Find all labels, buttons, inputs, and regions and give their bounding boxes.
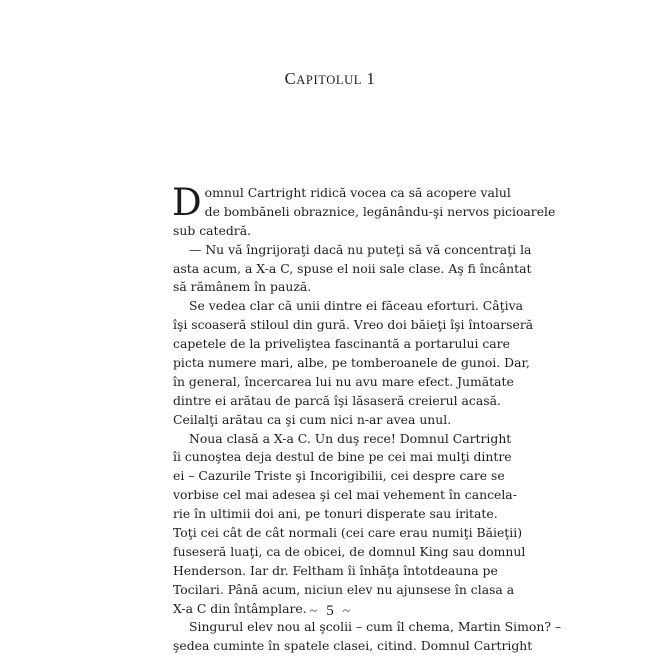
drop-cap: D [172, 181, 202, 224]
text-line: şedea cuminte în spatele clasei, citind. Domnul Cartright [173, 638, 533, 654]
text-line: în general, încercarea lui nu avu mare efect. Jumătate [173, 373, 514, 389]
text-line: Se vedea clar că unii dintre ei făceau eforturi. Câţiva [189, 298, 523, 314]
chapter-number: 1 [366, 69, 376, 88]
text-line: asta acum, a X-a C, spuse el noii sale clase. Aş fi încântat [173, 260, 532, 276]
text-line: să rămânem în pauză. [173, 279, 312, 295]
text-line: vorbise cel mai adesea şi cel mai vehement în cancela- [173, 487, 517, 503]
text-line: X-a C din întâmplare. [173, 600, 307, 616]
text-line: fuseseră luaţi, ca de obicei, de domnul King sau domnul [173, 543, 526, 559]
text-line: Noua clasă a X-a C. Un duş rece! Domnul Cartright [189, 430, 512, 446]
chapter-body [172, 181, 562, 656]
text-line: rie în ultimii doi ani, pe tonuri disperate sau iritate. [173, 506, 498, 522]
ornament-right-icon: ~ [342, 603, 351, 619]
chapter-title [0, 69, 660, 89]
text-line: — Nu vă îngrijoraţi dacă nu puteţi să vă concentraţi la [189, 241, 532, 257]
text-line: Toţi cei cât de cât normali (cei care erau numiţi Băieţii) [173, 525, 523, 541]
text-line: capetele de la priveliştea fascinantă a portarului care [173, 336, 510, 352]
ornament-left-icon: ~ [309, 603, 318, 619]
text-line: îi cunoştea deja destul de bine pe cei mai mulţi dintre [173, 449, 512, 465]
text-line: Singurul elev nou al şcolii – cum îl chema, Martin Simon? – [189, 619, 562, 635]
page-number: 5 [326, 603, 334, 619]
text-line: Ceilalţi arătau ca şi cum nici n-ar avea unul. [173, 411, 452, 427]
text-line: sub catedră. [173, 222, 252, 238]
text-line: dintre ei arătau de parcă îşi lăsaseră creierul acasă. [173, 392, 501, 408]
text-line: Henderson. Iar dr. Feltham îi înhăţa întotdeauna pe [173, 562, 498, 578]
page-footer [0, 603, 660, 620]
text-line: ei – Cazurile Triste şi Incorigibilii, cei despre care se [173, 468, 505, 484]
chapter-title-word: APITOLUL [296, 73, 362, 87]
chapter-title-initial: C [284, 69, 297, 88]
text-line: picta numere mari, albe, pe tomberoanele de gunoi. Dar, [173, 355, 530, 371]
text-line: îşi scoaseră stiloul din gură. Vreo doi băieţi îşi întoarseră [173, 317, 534, 333]
text-line: Tocilari. Până acum, niciun elev nu ajunsese în clasa a [173, 581, 515, 597]
text-line: omnul Cartright ridică vocea ca să acopere valul [204, 185, 511, 200]
text-line: de bombăneli obraznice, legănându-şi nervos picioarele [204, 203, 556, 219]
